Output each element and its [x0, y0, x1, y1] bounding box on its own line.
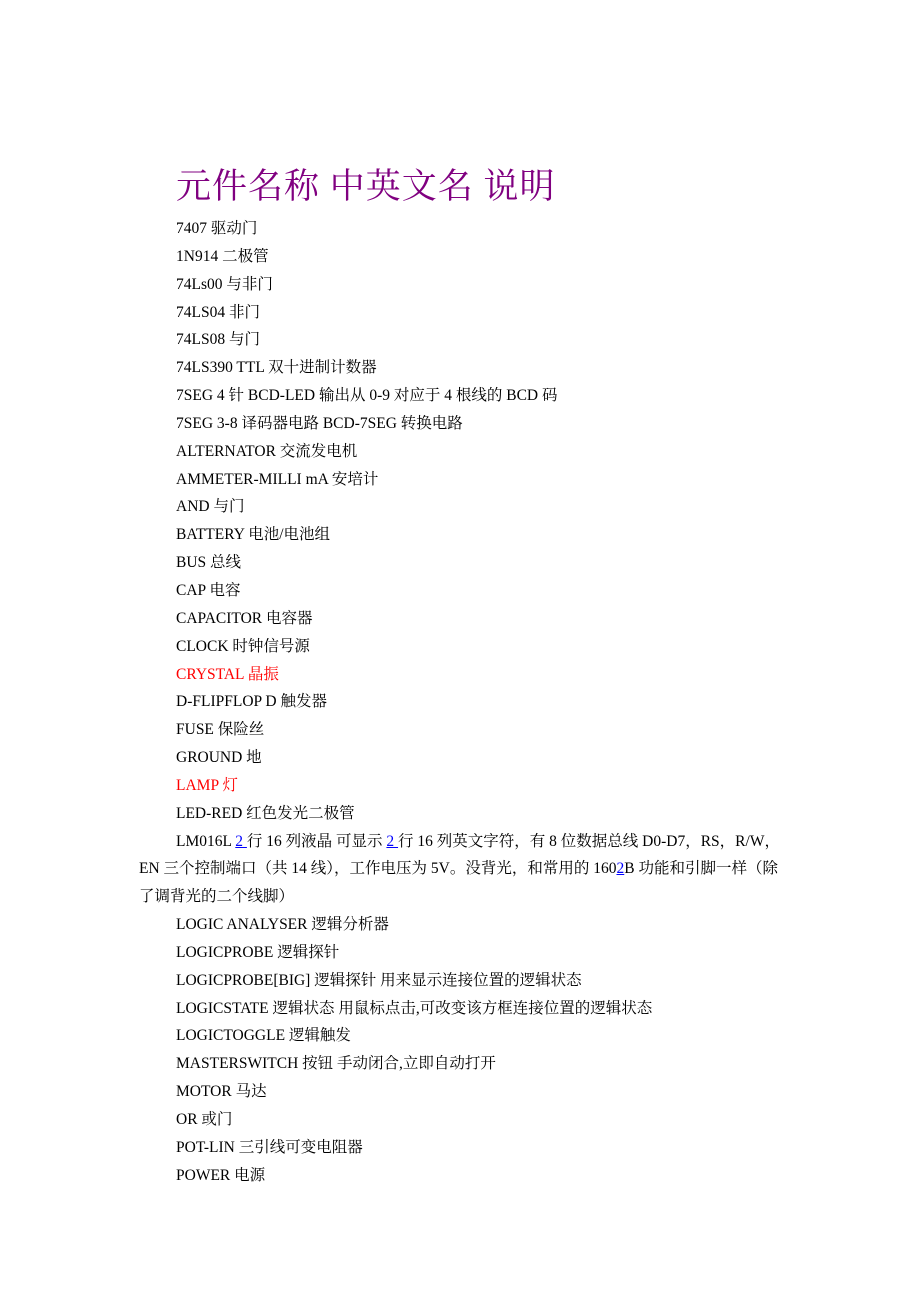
link-2-rows[interactable]: 2: [235, 832, 247, 850]
list-item: 1N914 二极管: [176, 247, 269, 265]
list-item: 7SEG 4 针 BCD-LED 输出从 0-9 对应于 4 根线的 BCD 码: [176, 387, 558, 405]
list-item: 74LS08 与门: [176, 331, 260, 349]
lm016l-text: 行 16 列英文字符，有 8 位数据总线 D0-D7，RS，R/W，EN 三个控制端口（共 14 线），工作电压为 5V。没背光，和常用的 160: [139, 832, 780, 878]
list-item: CAP 电容: [176, 581, 241, 599]
link-1602[interactable]: 2: [616, 860, 625, 878]
list-item: LOGICSTATE 逻辑状态 用鼠标点击,可改变该方框连接位置的逻辑状态: [176, 999, 653, 1017]
list-item: AND 与门: [176, 498, 245, 516]
lm016l-paragraph: [0, 828, 784, 912]
list-item: LED-RED 红色发光二极管: [176, 804, 355, 822]
list-item: BATTERY 电池/电池组: [176, 526, 331, 544]
link-2-rows-english[interactable]: 2: [386, 832, 399, 850]
list-item: D-FLIPFLOP D 触发器: [176, 693, 327, 711]
list-item: MOTOR 马达: [176, 1083, 267, 1101]
list-item: LOGICPROBE 逻辑探针: [176, 943, 340, 961]
list-item: MASTERSWITCH 按钮 手动闭合,立即自动打开: [176, 1055, 496, 1073]
list-item: OR 或门: [176, 1111, 233, 1128]
list-item: POWER 电源: [176, 1166, 266, 1184]
list-item: FUSE 保险丝: [176, 721, 265, 739]
component-list: [0, 215, 920, 1190]
list-item: 7SEG 3-8 译码器电路 BCD-7SEG 转换电路: [176, 414, 463, 432]
lm016l-text: 行 16 列液晶 可显示: [246, 832, 387, 850]
lm016l-text: B 功能和引脚一样（除了调背光的二个线脚）: [139, 860, 778, 906]
list-item: AMMETER-MILLI mA 安培计: [176, 470, 379, 488]
list-item: LOGICPROBE[BIG] 逻辑探针 用来显示连接位置的逻辑状态: [176, 971, 582, 989]
list-item: 74LS04 非门: [176, 303, 260, 321]
page-title: 元件名称 中英文名 说明: [176, 167, 556, 206]
list-item: POT-LIN 三引线可变电阻器: [176, 1138, 363, 1156]
list-item-crystal: CRYSTAL 晶振: [176, 665, 279, 683]
list-item: LOGICTOGGLE 逻辑触发: [176, 1027, 351, 1045]
list-item: 74LS390 TTL 双十进制计数器: [176, 359, 377, 377]
list-item: CAPACITOR 电容器: [176, 609, 313, 627]
list-item: LOGIC ANALYSER 逻辑分析器: [176, 916, 389, 934]
lm016l-text: LM016L: [176, 832, 236, 850]
list-item: GROUND 地: [176, 749, 262, 767]
list-item-lamp: LAMP 灯: [176, 776, 238, 794]
list-item: BUS 总线: [176, 554, 242, 572]
list-item: 7407 驱动门: [176, 220, 258, 237]
list-item: ALTERNATOR 交流发电机: [176, 442, 358, 460]
list-item: 74Ls00 与非门: [176, 275, 273, 293]
list-item: CLOCK 时钟信号源: [176, 637, 310, 655]
